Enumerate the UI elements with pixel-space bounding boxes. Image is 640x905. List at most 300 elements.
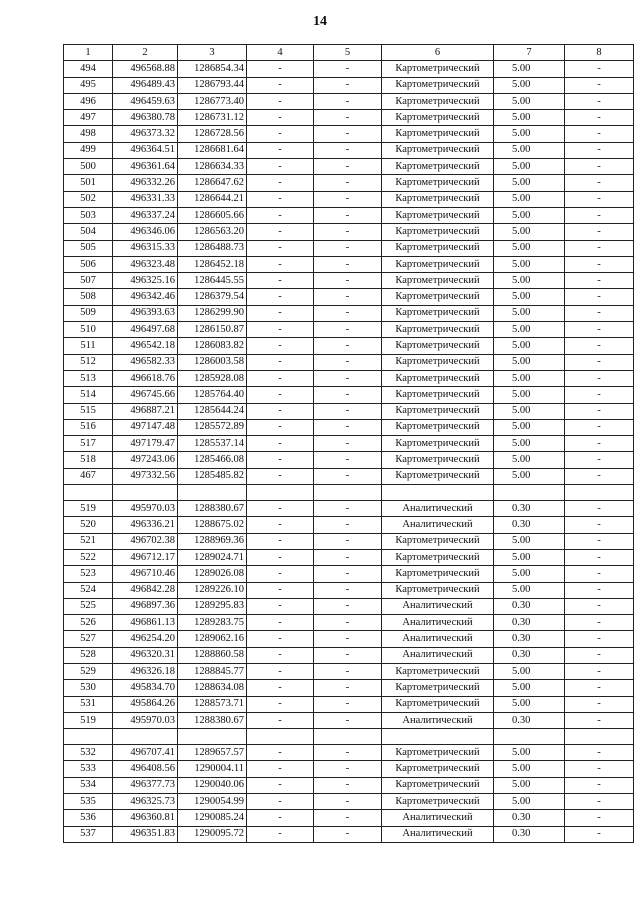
table-cell: 5.00 xyxy=(494,794,565,810)
table-cell: - xyxy=(247,338,314,354)
table-cell: - xyxy=(314,126,382,142)
table-cell: - xyxy=(247,517,314,533)
table-cell: - xyxy=(314,582,382,598)
table-cell: - xyxy=(247,794,314,810)
table-cell: Картометрический xyxy=(382,582,494,598)
table-row xyxy=(64,191,634,207)
table-row xyxy=(64,501,634,517)
table-cell: Картометрический xyxy=(382,207,494,223)
table-cell: - xyxy=(314,794,382,810)
table-cell: - xyxy=(314,533,382,549)
table-cell: - xyxy=(565,468,634,484)
table-cell: 5.00 xyxy=(494,436,565,452)
table-cell: 496380.78 xyxy=(113,110,178,126)
table-cell: 1288573.71 xyxy=(178,696,247,712)
table-cell: 496377.73 xyxy=(113,777,178,793)
table-cell: Картометрический xyxy=(382,452,494,468)
table-cell: 496325.16 xyxy=(113,273,178,289)
table-cell: 495864.26 xyxy=(113,696,178,712)
table-row xyxy=(64,517,634,533)
table-cell: - xyxy=(314,810,382,826)
table-cell xyxy=(113,485,178,501)
table-cell xyxy=(113,729,178,745)
table-cell: - xyxy=(314,436,382,452)
table-row xyxy=(64,745,634,761)
table-cell: - xyxy=(247,501,314,517)
table-cell: Картометрический xyxy=(382,533,494,549)
table-row xyxy=(64,387,634,403)
table-cell: Картометрический xyxy=(382,224,494,240)
table-cell: 1288845.77 xyxy=(178,663,247,679)
table-cell: 534 xyxy=(64,777,113,793)
table-cell: - xyxy=(314,224,382,240)
table-cell: 1286083.82 xyxy=(178,338,247,354)
table-cell: - xyxy=(247,745,314,761)
table-cell: 508 xyxy=(64,289,113,305)
table-cell: 1286793.44 xyxy=(178,77,247,93)
table-cell: - xyxy=(247,566,314,582)
table-row xyxy=(64,403,634,419)
table-cell: - xyxy=(565,191,634,207)
table-cell: 526 xyxy=(64,615,113,631)
table-cell: 1286728.56 xyxy=(178,126,247,142)
table-cell: 1286452.18 xyxy=(178,256,247,272)
table-cell: 0.30 xyxy=(494,501,565,517)
table-cell: 1286644.21 xyxy=(178,191,247,207)
table-row xyxy=(64,582,634,598)
table-cell: - xyxy=(565,240,634,256)
table-row xyxy=(64,370,634,386)
table-cell: 496582.33 xyxy=(113,354,178,370)
table-cell: Картометрический xyxy=(382,142,494,158)
table-cell: - xyxy=(565,761,634,777)
table-cell: 1286445.55 xyxy=(178,273,247,289)
table-cell: - xyxy=(247,533,314,549)
table-cell: 5.00 xyxy=(494,663,565,679)
table-cell: 496331.33 xyxy=(113,191,178,207)
table-cell xyxy=(247,729,314,745)
table-cell: - xyxy=(247,647,314,663)
table-cell: - xyxy=(314,93,382,109)
table-cell: Аналитический xyxy=(382,826,494,842)
table-cell: Аналитический xyxy=(382,712,494,728)
table-cell: Картометрический xyxy=(382,680,494,696)
table-cell: - xyxy=(247,77,314,93)
table-cell: 528 xyxy=(64,647,113,663)
table-cell: 531 xyxy=(64,696,113,712)
table-cell: 5.00 xyxy=(494,745,565,761)
table-cell: - xyxy=(565,810,634,826)
table-row xyxy=(64,663,634,679)
table-cell: 498 xyxy=(64,126,113,142)
table-cell: 496712.17 xyxy=(113,549,178,565)
table-cell: - xyxy=(314,615,382,631)
table-cell: - xyxy=(247,142,314,158)
table-row xyxy=(64,810,634,826)
table-cell: - xyxy=(314,826,382,842)
table-cell: 500 xyxy=(64,159,113,175)
table-cell: 496459.63 xyxy=(113,93,178,109)
table-cell: 497332.56 xyxy=(113,468,178,484)
table-cell: Картометрический xyxy=(382,159,494,175)
table-cell: 5.00 xyxy=(494,582,565,598)
table-cell: - xyxy=(314,142,382,158)
table-cell: Картометрический xyxy=(382,663,494,679)
table-cell: 510 xyxy=(64,322,113,338)
table-row xyxy=(64,468,634,484)
table-cell: 496336.21 xyxy=(113,517,178,533)
table-cell: 530 xyxy=(64,680,113,696)
table-cell: - xyxy=(247,289,314,305)
table-cell: 5.00 xyxy=(494,468,565,484)
table-cell: - xyxy=(247,322,314,338)
table-cell: 496 xyxy=(64,93,113,109)
table-row xyxy=(64,240,634,256)
table-cell: - xyxy=(314,77,382,93)
table-cell: Картометрический xyxy=(382,745,494,761)
table-cell: - xyxy=(314,191,382,207)
table-cell: - xyxy=(314,663,382,679)
table-row xyxy=(64,142,634,158)
table-row xyxy=(64,680,634,696)
table-cell: 522 xyxy=(64,549,113,565)
table-cell: 1285466.08 xyxy=(178,452,247,468)
table-row xyxy=(64,322,634,338)
table-cell: 496542.18 xyxy=(113,338,178,354)
table-cell: - xyxy=(247,452,314,468)
table-row xyxy=(64,126,634,142)
table-cell: 496408.56 xyxy=(113,761,178,777)
table-cell: 525 xyxy=(64,598,113,614)
table-cell: 0.30 xyxy=(494,826,565,842)
table-cell: Картометрический xyxy=(382,61,494,77)
table-cell: 1286379.54 xyxy=(178,289,247,305)
table-cell: Картометрический xyxy=(382,110,494,126)
table-cell: 5.00 xyxy=(494,549,565,565)
table-cell: 495 xyxy=(64,77,113,93)
table-cell: 5.00 xyxy=(494,142,565,158)
table-cell: - xyxy=(314,256,382,272)
table-row xyxy=(64,826,634,842)
table-row xyxy=(64,452,634,468)
table-cell: - xyxy=(314,305,382,321)
table-cell: - xyxy=(565,403,634,419)
table-cell: Аналитический xyxy=(382,615,494,631)
table-cell: 503 xyxy=(64,207,113,223)
table-cell xyxy=(314,729,382,745)
table-cell: 1288860.58 xyxy=(178,647,247,663)
table-cell: 496497.68 xyxy=(113,322,178,338)
table-cell: Аналитический xyxy=(382,647,494,663)
table-cell: - xyxy=(314,273,382,289)
table-cell: - xyxy=(247,631,314,647)
table-row xyxy=(64,549,634,565)
table-cell: Картометрический xyxy=(382,289,494,305)
table-cell: - xyxy=(565,322,634,338)
table-cell: 496320.31 xyxy=(113,647,178,663)
table-cell: 1290004.11 xyxy=(178,761,247,777)
table-cell: - xyxy=(314,598,382,614)
table-cell: 1289295.83 xyxy=(178,598,247,614)
table-cell: Картометрический xyxy=(382,419,494,435)
table-cell: - xyxy=(247,436,314,452)
table-cell: 5.00 xyxy=(494,370,565,386)
table-cell: 5.00 xyxy=(494,305,565,321)
table-cell: 1288634.08 xyxy=(178,680,247,696)
table-cell: Картометрический xyxy=(382,387,494,403)
table-cell: 504 xyxy=(64,224,113,240)
table-cell: 496897.36 xyxy=(113,598,178,614)
table-cell: - xyxy=(247,110,314,126)
table-cell: - xyxy=(314,403,382,419)
table-cell: - xyxy=(247,582,314,598)
table-cell: - xyxy=(314,452,382,468)
table-cell: 535 xyxy=(64,794,113,810)
table-cell xyxy=(64,729,113,745)
table-cell: 1290085.24 xyxy=(178,810,247,826)
table-cell: 502 xyxy=(64,191,113,207)
table-row xyxy=(64,794,634,810)
table-cell: - xyxy=(565,256,634,272)
table-cell: 1285644.24 xyxy=(178,403,247,419)
table-cell: 496351.83 xyxy=(113,826,178,842)
table-cell: 5.00 xyxy=(494,175,565,191)
table-cell: 496342.46 xyxy=(113,289,178,305)
table-cell: - xyxy=(565,93,634,109)
column-header-1: 1 xyxy=(64,45,113,61)
table-cell xyxy=(314,485,382,501)
table-cell: 496326.18 xyxy=(113,663,178,679)
table-cell: 1290095.72 xyxy=(178,826,247,842)
table-cell: 506 xyxy=(64,256,113,272)
table-cell: Картометрический xyxy=(382,354,494,370)
table-cell: 495834.70 xyxy=(113,680,178,696)
table-cell: 496887.21 xyxy=(113,403,178,419)
table-cell: 0.30 xyxy=(494,712,565,728)
table-cell xyxy=(565,729,634,745)
table-cell: 1288969.36 xyxy=(178,533,247,549)
table-cell: - xyxy=(565,533,634,549)
table-cell: - xyxy=(247,761,314,777)
table-cell: Аналитический xyxy=(382,810,494,826)
table-row xyxy=(64,696,634,712)
table-cell: - xyxy=(247,354,314,370)
table-cell: - xyxy=(565,615,634,631)
table-cell: - xyxy=(565,419,634,435)
table-cell: Картометрический xyxy=(382,468,494,484)
table-cell: 497 xyxy=(64,110,113,126)
table-row xyxy=(64,777,634,793)
table-cell: - xyxy=(565,566,634,582)
table-cell: 532 xyxy=(64,745,113,761)
table-cell: 5.00 xyxy=(494,224,565,240)
table-row xyxy=(64,159,634,175)
table-cell: - xyxy=(565,696,634,712)
table-cell: 518 xyxy=(64,452,113,468)
table-cell: - xyxy=(565,224,634,240)
table-cell xyxy=(565,485,634,501)
table-cell xyxy=(178,485,247,501)
table-cell: 467 xyxy=(64,468,113,484)
table-row xyxy=(64,647,634,663)
table-cell: - xyxy=(314,240,382,256)
table-row xyxy=(64,110,634,126)
table-cell: 1286634.33 xyxy=(178,159,247,175)
table-cell: 497179.47 xyxy=(113,436,178,452)
table-cell: 495970.03 xyxy=(113,501,178,517)
table-cell: 520 xyxy=(64,517,113,533)
table-row xyxy=(64,436,634,452)
table-cell: 5.00 xyxy=(494,566,565,582)
table-cell: - xyxy=(565,159,634,175)
table-cell: - xyxy=(565,142,634,158)
table-cell: - xyxy=(247,370,314,386)
table-cell: - xyxy=(247,680,314,696)
table-cell: Картометрический xyxy=(382,175,494,191)
table-cell: 5.00 xyxy=(494,452,565,468)
table-cell: 497243.06 xyxy=(113,452,178,468)
table-cell: 516 xyxy=(64,419,113,435)
table-cell: 1286681.64 xyxy=(178,142,247,158)
table-cell: 509 xyxy=(64,305,113,321)
table-cell: Картометрический xyxy=(382,403,494,419)
table-cell: - xyxy=(565,305,634,321)
table-cell: - xyxy=(314,680,382,696)
table-cell: 496332.26 xyxy=(113,175,178,191)
table-cell: - xyxy=(565,745,634,761)
table-cell: Картометрический xyxy=(382,777,494,793)
table-cell: - xyxy=(565,794,634,810)
table-cell: - xyxy=(247,191,314,207)
table-cell: 5.00 xyxy=(494,354,565,370)
table-row xyxy=(64,485,634,501)
table-cell: 519 xyxy=(64,712,113,728)
table-cell: - xyxy=(314,777,382,793)
table-cell: - xyxy=(247,696,314,712)
table-cell: 5.00 xyxy=(494,777,565,793)
table-cell: - xyxy=(314,322,382,338)
table-cell: - xyxy=(565,549,634,565)
table-cell: 1288380.67 xyxy=(178,501,247,517)
table-cell: - xyxy=(565,338,634,354)
table-cell: 1285928.08 xyxy=(178,370,247,386)
table-cell: 536 xyxy=(64,810,113,826)
column-header-7: 7 xyxy=(494,45,565,61)
table-cell: - xyxy=(565,501,634,517)
table-cell: 1285485.82 xyxy=(178,468,247,484)
table-cell: 1289226.10 xyxy=(178,582,247,598)
table-cell: - xyxy=(565,126,634,142)
table-cell: Картометрический xyxy=(382,322,494,338)
table-cell: - xyxy=(314,387,382,403)
table-cell: 5.00 xyxy=(494,533,565,549)
table-row xyxy=(64,729,634,745)
table-cell: 529 xyxy=(64,663,113,679)
table-cell: - xyxy=(565,289,634,305)
table-cell: 5.00 xyxy=(494,680,565,696)
table-cell: 495970.03 xyxy=(113,712,178,728)
table-cell: 497147.48 xyxy=(113,419,178,435)
table-row xyxy=(64,615,634,631)
table-cell: Картометрический xyxy=(382,93,494,109)
table-cell: - xyxy=(314,419,382,435)
table-cell: Картометрический xyxy=(382,256,494,272)
table-cell: 1286731.12 xyxy=(178,110,247,126)
table-cell: 496707.41 xyxy=(113,745,178,761)
table-cell: - xyxy=(565,647,634,663)
table-cell: - xyxy=(247,256,314,272)
table-cell: 496489.43 xyxy=(113,77,178,93)
table-cell: 5.00 xyxy=(494,240,565,256)
table-cell: - xyxy=(565,387,634,403)
table-cell: 1290040.06 xyxy=(178,777,247,793)
table-row xyxy=(64,338,634,354)
table-cell: 5.00 xyxy=(494,696,565,712)
table-cell: - xyxy=(247,305,314,321)
table-cell: - xyxy=(247,224,314,240)
column-header-5: 5 xyxy=(314,45,382,61)
table-cell: Картометрический xyxy=(382,436,494,452)
table-cell: 0.30 xyxy=(494,631,565,647)
table-cell: - xyxy=(314,712,382,728)
table-row xyxy=(64,175,634,191)
table-cell: - xyxy=(247,712,314,728)
table-cell xyxy=(494,485,565,501)
table-cell: 496325.73 xyxy=(113,794,178,810)
table-cell: 496373.32 xyxy=(113,126,178,142)
table-cell: 5.00 xyxy=(494,61,565,77)
table-cell: 513 xyxy=(64,370,113,386)
table-cell: 0.30 xyxy=(494,615,565,631)
table-cell: 5.00 xyxy=(494,126,565,142)
table-cell: 496323.48 xyxy=(113,256,178,272)
table-row xyxy=(64,273,634,289)
table-cell: - xyxy=(314,647,382,663)
table-cell: 496337.24 xyxy=(113,207,178,223)
table-cell: 1285764.40 xyxy=(178,387,247,403)
table-row xyxy=(64,77,634,93)
table-cell: 519 xyxy=(64,501,113,517)
table-cell: - xyxy=(247,777,314,793)
table-cell: 496393.63 xyxy=(113,305,178,321)
table-cell: - xyxy=(565,273,634,289)
table-cell: 1286150.87 xyxy=(178,322,247,338)
page-number: 14 xyxy=(313,14,327,29)
table-cell: 1286647.62 xyxy=(178,175,247,191)
table-cell: - xyxy=(314,354,382,370)
table-cell: - xyxy=(565,175,634,191)
column-header-3: 3 xyxy=(178,45,247,61)
table-row xyxy=(64,289,634,305)
table-cell: 5.00 xyxy=(494,761,565,777)
table-cell: - xyxy=(247,810,314,826)
table-cell: 496361.64 xyxy=(113,159,178,175)
table-cell: 1290054.99 xyxy=(178,794,247,810)
table-cell: 501 xyxy=(64,175,113,191)
table-cell: 1286854.34 xyxy=(178,61,247,77)
table-cell: 1286003.58 xyxy=(178,354,247,370)
table-cell: Картометрический xyxy=(382,240,494,256)
table-cell: 5.00 xyxy=(494,419,565,435)
table-row xyxy=(64,566,634,582)
table-cell: - xyxy=(314,370,382,386)
table-cell xyxy=(382,485,494,501)
table-cell: - xyxy=(247,126,314,142)
table-cell: 496702.38 xyxy=(113,533,178,549)
table-cell: - xyxy=(314,338,382,354)
table-cell: 496364.51 xyxy=(113,142,178,158)
table-cell: 521 xyxy=(64,533,113,549)
